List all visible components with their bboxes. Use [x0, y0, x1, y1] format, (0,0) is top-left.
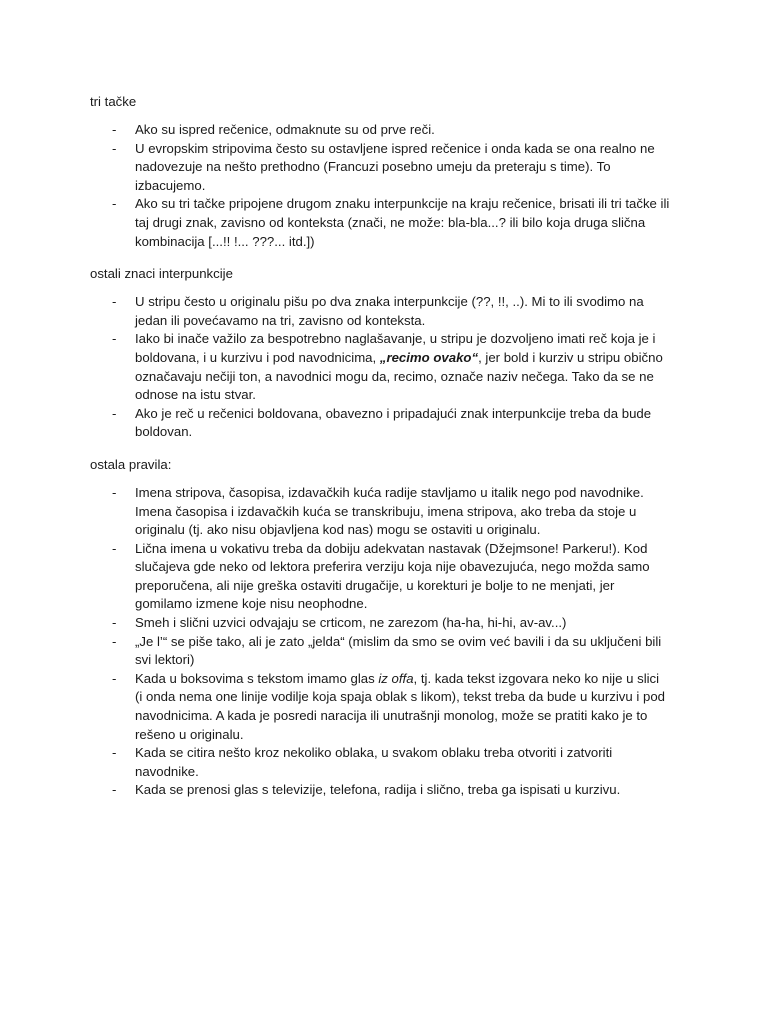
- item-text: Iako bi inače važilo za bespotrebno naglašavanje, u stripu je dozvoljeno imati reč koja je i boldovana, i u kurzivu i pod navodnicima,: [135, 331, 656, 365]
- dash-bullet-icon: -: [112, 484, 117, 500]
- section-ostali-znaci: [90, 265, 670, 442]
- list-item: [90, 140, 670, 196]
- list-item: [90, 330, 670, 404]
- item-text: Ako su tri tačke pripojene drugom znaku interpunkcije na kraju rečenice, brisati ili tri tačke ili taj drugi znak, zavisno od konteksta (znači, ne može: bla-bla...? ili bilo koja druga slična kombinacija [...!! !... ???... itd.]): [135, 196, 670, 249]
- bold-italic-example: „recimo ovako“: [379, 349, 479, 365]
- list-item: [90, 633, 670, 670]
- list-item: [90, 540, 670, 614]
- dash-bullet-icon: -: [112, 294, 117, 310]
- section-tri-tacke: [90, 93, 670, 251]
- list-item: [90, 195, 670, 251]
- dash-bullet-icon: -: [112, 540, 117, 556]
- list-item: [90, 405, 670, 442]
- dash-bullet-icon: -: [112, 670, 117, 686]
- document-page: [90, 93, 670, 814]
- dash-bullet-icon: -: [112, 633, 117, 649]
- list-item: [90, 293, 670, 330]
- item-text: Kada u boksovima s tekstom imamo glas: [135, 670, 379, 686]
- item-text: U evropskim stripovima često su ostavljene ispred rečenice i onda kada se ona realno ne nadovezuje na nešto prethodno (Francuzi posebno umeju da preteraju s time). To izbacujemo.: [135, 140, 655, 193]
- bullet-list: [90, 121, 670, 251]
- list-item: [90, 744, 670, 781]
- dash-bullet-icon: -: [112, 122, 117, 137]
- item-text: Kada se prenosi glas s televizije, telefona, radija i slično, treba ga ispisati u kurzivu.: [135, 782, 621, 798]
- item-text: , jer bold i kurziv u stripu obično označavaju nečiji ton, a navodnici mogu da, recimo, označe naziv nečega. Tako da se ne odnose na istu stvar.: [135, 349, 663, 403]
- dash-bullet-icon: -: [112, 615, 117, 631]
- item-text: Ako su ispred rečenice, odmaknute su od prve reči.: [135, 122, 435, 137]
- dash-bullet-icon: -: [112, 405, 117, 421]
- section-heading: ostala pravila:: [90, 456, 172, 472]
- bullet-list: [90, 293, 670, 442]
- list-item: [90, 121, 670, 140]
- item-text: „Je l’“ se piše tako, ali je zato „jelda“ (mislim da smo se ovim već bavili i da su uključeni bili svi lektori): [135, 633, 662, 668]
- section-heading: tri tačke: [90, 94, 137, 109]
- item-text: , tj. kada tekst izgovara neko ko nije u slici (i onda nema one linije vodilje koja spaja oblak s likom), tekst treba da bude u kurzivu i pod navodnicima. A kada je posredi naracija ili unutrašnji monolog, može se pratiti kako je to rešeno u originalu.: [135, 670, 665, 742]
- item-text: Smeh i slični uzvici odvajaju se crticom, ne zarezom (ha-ha, hi-hi, av-av...): [135, 615, 567, 631]
- item-text: U stripu često u originalu pišu po dva znaka interpunkcije (??, !!, ..). Mi to ili svodimo na jedan ili povećavamo na tri, zavisno od konteksta.: [135, 294, 644, 328]
- list-item: [90, 614, 670, 633]
- item-text: Imena stripova, časopisa, izdavačkih kuća radije stavljamo u italik nego pod navodnike. Imena časopisa i izdavačkih kuća se transkribuju, imena stripova, ako treba da stoje u originalu (tj. ako nisu objavljena kod nas) mogu se ostaviti u originalu.: [135, 484, 644, 538]
- dash-bullet-icon: -: [112, 782, 117, 798]
- dash-bullet-icon: -: [112, 196, 117, 212]
- list-item: [90, 484, 670, 540]
- italic-term: iz offa: [378, 670, 414, 686]
- bullet-list: [90, 484, 670, 800]
- dash-bullet-icon: -: [112, 745, 117, 761]
- list-item: [90, 781, 670, 800]
- section-heading: ostali znaci interpunkcije: [90, 266, 233, 282]
- list-item: [90, 670, 670, 744]
- section-ostala-pravila: [90, 456, 670, 800]
- dash-bullet-icon: -: [112, 331, 117, 347]
- item-text: Kada se citira nešto kroz nekoliko oblaka, u svakom oblaku treba otvoriti i zatvoriti navodnike.: [135, 745, 613, 779]
- item-text: Ako je reč u rečenici boldovana, obavezno i pripadajući znak interpunkcije treba da bude boldovan.: [135, 405, 652, 440]
- dash-bullet-icon: -: [112, 140, 117, 156]
- item-text: Lična imena u vokativu treba da dobiju adekvatan nastavak (Džejmsone! Parkeru!). Kod slučajeva gde neko od lektora preferira verziju koja nije obavezujuća, nego možda samo preporučena, ali nije greška ostaviti drugačije, u korekturi je bolje to ne menjati, jer gomilamo izmene koje nisu neophodne.: [135, 540, 650, 612]
